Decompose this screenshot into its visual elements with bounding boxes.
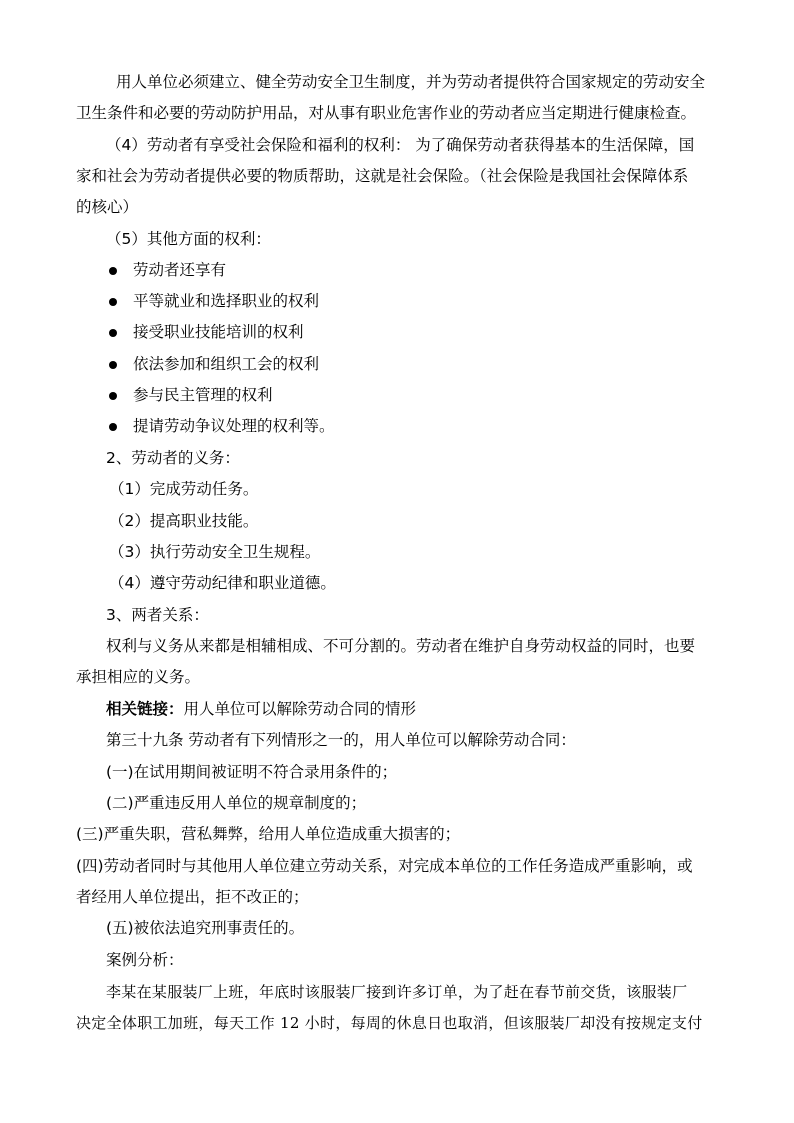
list-item: 劳动者还享有 bbox=[133, 261, 227, 279]
list-item: 接受职业技能培训的权利 bbox=[133, 323, 304, 341]
related-link-text: 用人单位可以解除劳动合同的情形 bbox=[183, 700, 417, 718]
section-heading: 2、劳动者的义务： bbox=[106, 449, 240, 467]
bullet-dot-icon bbox=[109, 267, 117, 275]
paragraph-line: 卫生条件和必要的劳动防护用品，对从事有职业危害作业的劳动者应当定期进行健康检查。 bbox=[76, 104, 697, 122]
article-item: (四)劳动者同时与其他用人单位建立劳动关系，对完成本单位的工作任务造成严重影响，或 bbox=[76, 857, 693, 875]
section-heading: 案例分析： bbox=[106, 951, 184, 969]
case-text-line: 决定全体职工加班，每天工作 12 小时，每周的休息日也取消，但该服装厂却没有按规定支付 bbox=[76, 1014, 703, 1032]
related-link-line bbox=[106, 698, 416, 720]
bullet-dot-icon bbox=[109, 361, 117, 369]
paragraph-line: 用人单位必须建立、健全劳动安全卫生制度，并为劳动者提供符合国家规定的劳动安全 bbox=[116, 73, 706, 91]
paragraph-line: 家和社会为劳动者提供必要的物质帮助，这就是社会保险。（社会保险是我国社会保障体系 bbox=[76, 167, 689, 185]
list-item: （2）提高职业技能。 bbox=[109, 512, 259, 530]
paragraph-line: 的核心） bbox=[76, 198, 139, 216]
section-heading: 3、两者关系： bbox=[106, 606, 209, 624]
paragraph-line: 承担相应的义务。 bbox=[76, 668, 201, 686]
paragraph-line: 权利与义务从来都是相辅相成、不可分割的。劳动者在维护自身劳动权益的同时，也要 bbox=[106, 637, 696, 655]
related-link-label: 相关链接： bbox=[106, 700, 184, 718]
case-text-line: 李某在某服装厂上班，年底时该服装厂接到许多订单，为了赶在春节前交货，该服装厂 bbox=[106, 983, 688, 1001]
list-item: 参与民主管理的权利 bbox=[133, 386, 273, 404]
bullet-dot-icon bbox=[109, 423, 117, 431]
list-item: （1）完成劳动任务。 bbox=[109, 480, 259, 498]
paragraph-line: （4）劳动者有享受社会保险和福利的权利： 为了确保劳动者获得基本的生活保障，国 bbox=[106, 136, 695, 154]
article-item: (三)严重失职，营私舞弊，给用人单位造成重大损害的； bbox=[76, 825, 461, 843]
section-heading: （5）其他方面的权利： bbox=[106, 230, 271, 248]
list-item: （4）遵守劳动纪律和职业道德。 bbox=[109, 574, 336, 592]
article-item: 者经用人单位提出，拒不改正的； bbox=[76, 888, 309, 906]
list-item: 提请劳动争议处理的权利等。 bbox=[133, 417, 335, 435]
list-item: 依法参加和组织工会的权利 bbox=[133, 355, 320, 373]
list-item: （3）执行劳动安全卫生规程。 bbox=[109, 543, 321, 561]
bullet-dot-icon bbox=[109, 329, 117, 337]
article-item: (二)严重违反用人单位的规章制度的； bbox=[106, 794, 367, 812]
list-item: 平等就业和选择职业的权利 bbox=[133, 292, 320, 310]
bullet-dot-icon bbox=[109, 392, 117, 400]
article-item: (五)被依法追究刑事责任的。 bbox=[106, 919, 305, 937]
bullet-dot-icon bbox=[109, 298, 117, 306]
article-intro: 第三十九条 劳动者有下列情形之一的，用人单位可以解除劳动合同： bbox=[106, 731, 576, 749]
article-item: (一)在试用期间被证明不符合录用条件的； bbox=[106, 763, 398, 781]
